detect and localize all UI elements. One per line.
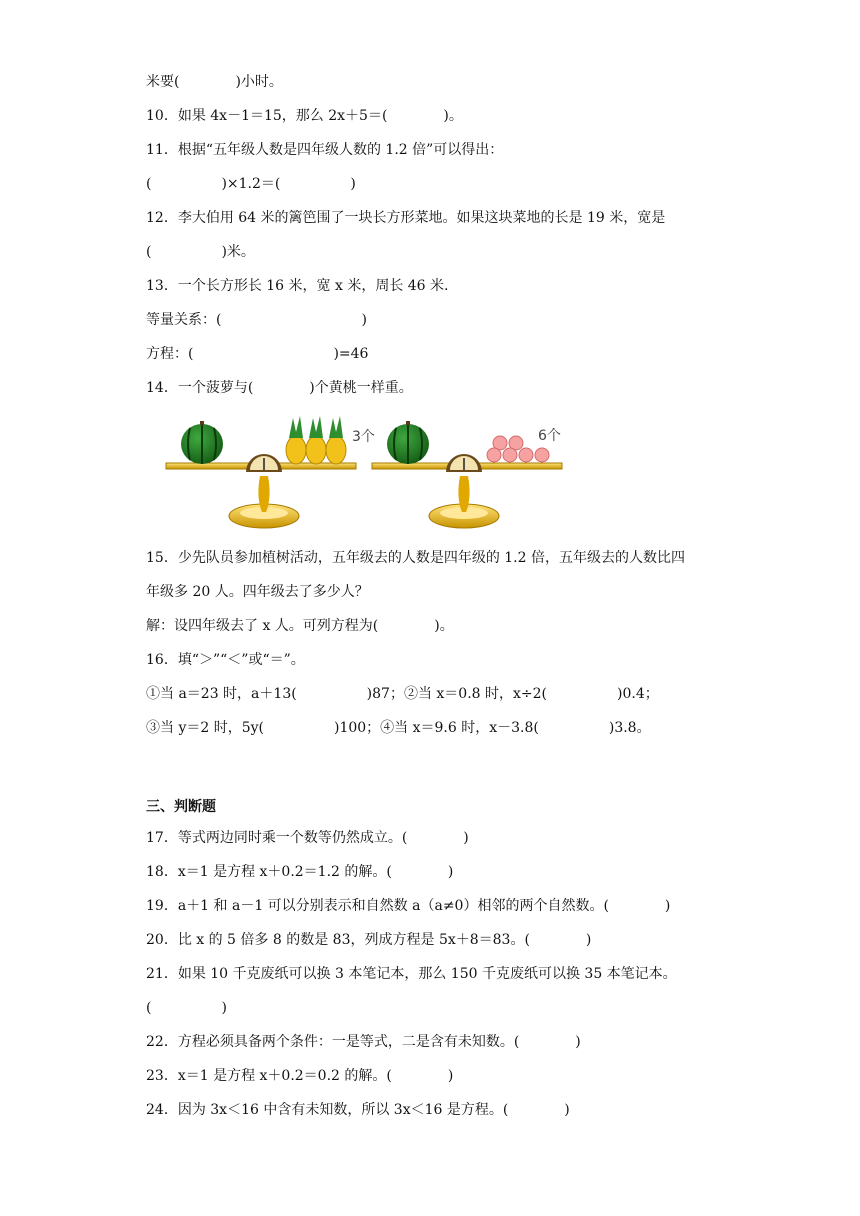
question-24: 24．因为 3x＜16 中含有未知数，所以 3x＜16 是方程。( )	[146, 1102, 570, 1118]
question-22: 22．方程必须具备两个条件：一是等式，二是含有未知数。( )	[146, 1034, 581, 1050]
question-21: 21．如果 10 千克废纸可以换 3 本笔记本，那么 150 千克废纸可以换 35 本笔记本。	[146, 966, 677, 982]
watermelon-icon	[387, 421, 429, 464]
question-14: 14．一个菠萝与( )个黄桃一样重。	[146, 380, 413, 396]
question-18: 18．x＝1 是方程 x＋0.2＝1.2 的解。( )	[146, 864, 454, 880]
question-20: 20．比 x 的 5 倍多 8 的数是 83，列成方程是 5x＋8＝83。( )	[146, 932, 592, 948]
question-13-relation: 等量关系：( )	[146, 312, 367, 328]
balance-scales-figure	[160, 408, 570, 533]
question-16: 16．填“＞”“＜”或“＝”。	[146, 652, 305, 668]
question-9-tail: 米要( )小时。	[146, 74, 283, 90]
left-count-label: 3个	[352, 429, 375, 445]
question-12-blank: ( )米。	[146, 244, 255, 260]
question-11: 11．根据“五年级人数是四年级人数的 1.2 倍”可以得出：	[146, 142, 504, 158]
question-11-blanks: ( )×1.2＝( )	[146, 176, 356, 192]
question-23: 23．x＝1 是方程 x＋0.2＝0.2 的解。( )	[146, 1068, 454, 1084]
question-21-blank: ( )	[146, 1000, 227, 1016]
question-15-cont: 年级多 20 人。四年级去了多少人？	[146, 584, 369, 600]
right-scale	[372, 421, 562, 528]
question-19: 19．a＋1 和 a－1 可以分别表示和自然数 a（a≠0）相邻的两个自然数。( )	[146, 898, 671, 914]
question-13: 13．一个长方形长 16 米，宽 x 米，周长 46 米.	[146, 278, 449, 294]
question-15-solution: 解：设四年级去了 x 人。可列方程为( )。	[146, 618, 454, 634]
watermelon-icon	[181, 421, 223, 464]
question-16-part-1-2: ①当 a＝23 时，a＋13( )87；②当 x＝0.8 时，x÷2( )0.4；	[146, 686, 659, 702]
left-scale	[166, 416, 375, 528]
question-12: 12．李大伯用 64 米的篱笆围了一块长方形菜地。如果这块菜地的长是 19 米，宽是	[146, 210, 666, 226]
question-13-equation: 方程：( )=46	[146, 346, 369, 362]
question-15: 15．少先队员参加植树活动，五年级去的人数是四年级的 1.2 倍，五年级去的人数比四	[146, 550, 685, 566]
right-count-label: 6个	[538, 428, 561, 444]
pineapple-icon	[286, 416, 346, 464]
question-10: 10．如果 4x－1＝15，那么 2x＋5＝( )。	[146, 108, 463, 124]
section-title: 三、判断题	[146, 799, 216, 815]
question-17: 17．等式两边同时乘一个数等仍然成立。( )	[146, 830, 469, 846]
question-16-part-3-4: ③当 y＝2 时，5y( )100；④当 x＝9.6 时，x－3.8( )3.8。	[146, 720, 651, 736]
